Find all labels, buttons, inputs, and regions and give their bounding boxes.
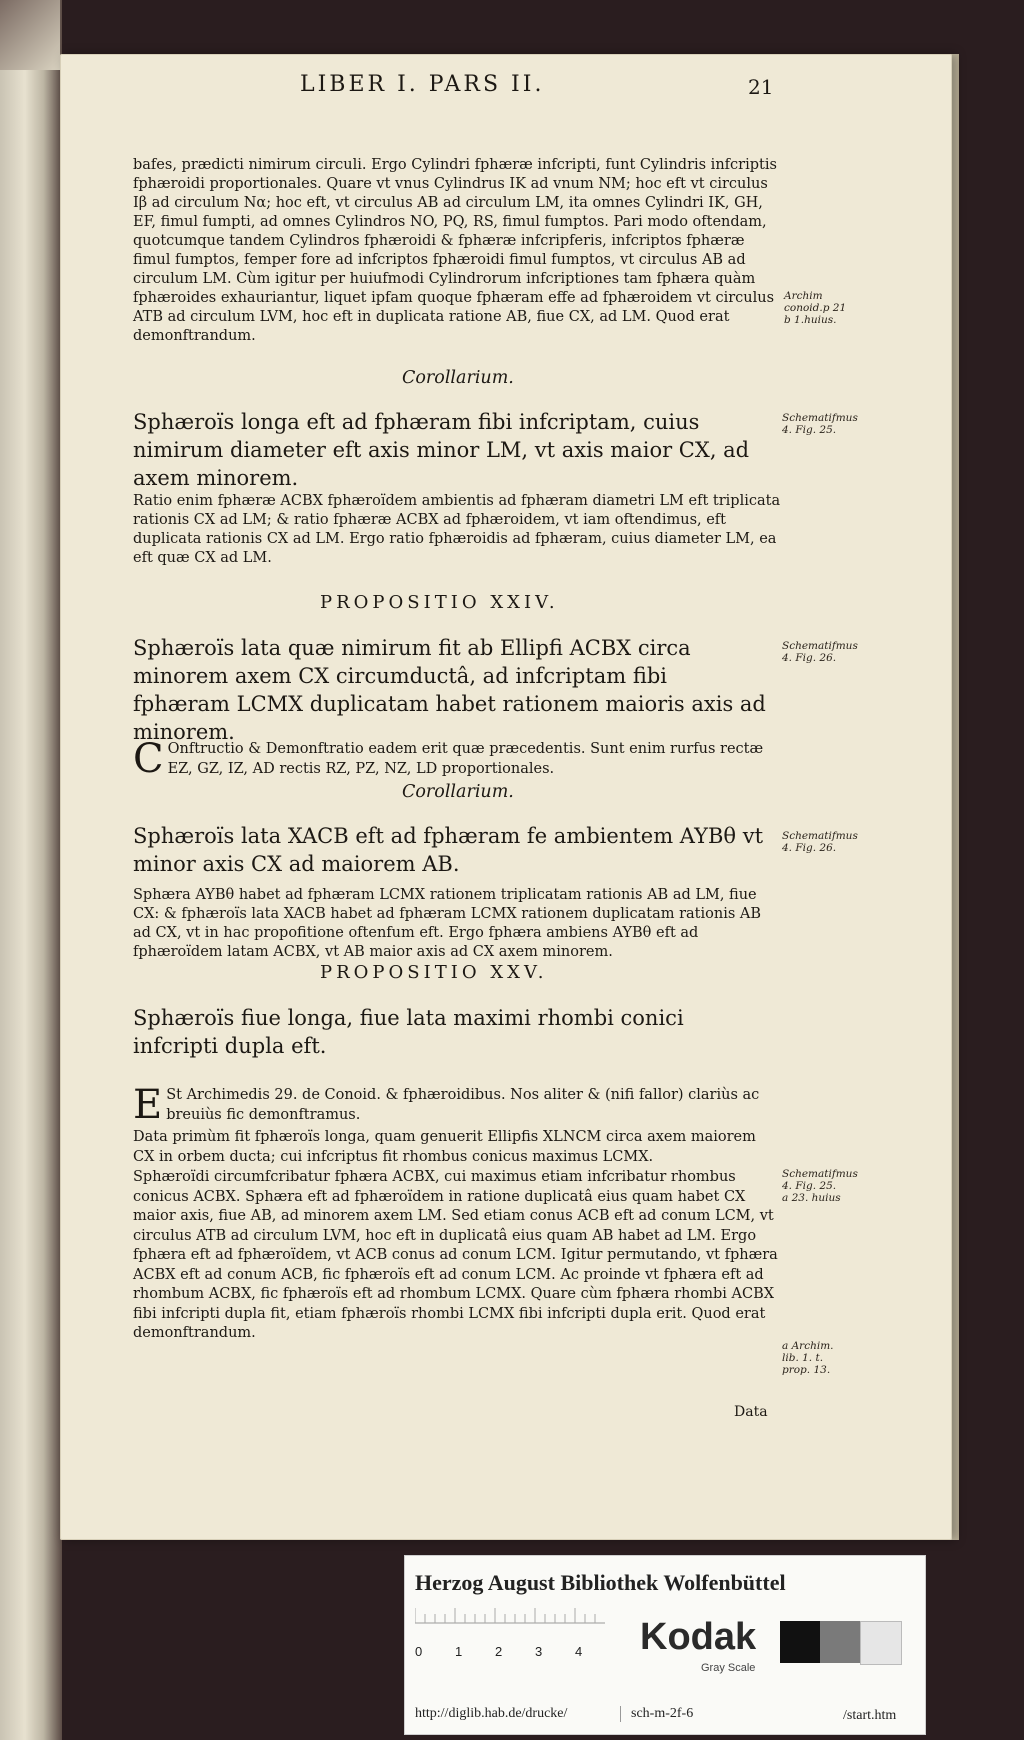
proposition-text-body: St Archimedis 29. de Conoid. & fphæroidibus. Nos aliter & (nifi fallor) clariùs ac breuiùs fic demonftramus. — [166, 1087, 760, 1123]
gray-swatch-light — [860, 1621, 902, 1665]
proposition-statement: Sphæroïs fiue longa, fiue lata maximi rhombi conici infcripti dupla eft. — [133, 1006, 684, 1058]
corollary-statement: Sphæroïs longa eft ad fphæram fibi infcriptam, cuius nimirum diameter eft axis minor LM, vt axis maior CX, ad axem minorem. — [133, 410, 750, 490]
corollary-statement: Sphæroïs lata XACB eft ad fphæram fe ambientem AYBθ vt minor axis CX ad maiorem AB. — [133, 824, 764, 876]
proposition-text — [133, 1082, 781, 1128]
proposition-statement: Sphæroïs lata quæ nimirum fit ab Ellipfi ACBX circa minorem axem CX circumductâ, ad infcriptam fibi fphæram LCMX duplicatam habet rationem maioris axis ad minorem. — [133, 636, 766, 744]
gray-swatch-mid — [820, 1621, 860, 1663]
proposition-title: PROPOSITIO XXV. — [320, 962, 548, 983]
gray-swatch-black — [780, 1621, 820, 1663]
margin-note-archim: a Archim. lib. 1. t. prop. 13. — [782, 1340, 834, 1376]
margin-note-schema: Schematifmus 4. Fig. 25. a 23. huius — [782, 1168, 858, 1204]
scale-number: 4 — [575, 1644, 583, 1659]
label-filename: /start.htm — [843, 1708, 897, 1723]
scale-number: 0 — [415, 1644, 423, 1659]
margin-note-schema: Schematifmus 4. Fig. 26. — [782, 830, 858, 854]
drop-cap: E — [133, 1082, 163, 1128]
book-binding — [0, 0, 62, 1740]
catchword: Data — [734, 1404, 768, 1420]
margin-note-schema: Schematifmus 4. Fig. 25. — [782, 412, 858, 436]
drop-cap: C — [133, 736, 164, 782]
corollary-title: Corollarium. — [402, 368, 514, 388]
page-number: 21 — [748, 75, 774, 99]
margin-note-schema: Schematifmus 4. Fig. 26. — [782, 640, 858, 664]
library-label — [404, 1555, 926, 1735]
binding-fold — [0, 0, 60, 70]
corollary-text: Sphæra AYBθ habet ad fphæram LCMX rationem triplicatam rationis AB ad LM, fiue CX: & fphæroïs lata XACB habet ad fphæram LCMX rationem duplicatam rationis AB ad CX, vt in hac propofitione oftenfum eft. Ergo fphæra ambiens AYBθ eft ad fphæroïdem latam ACBX, vt AB maior axis ad CX axem minorem. — [133, 887, 762, 960]
library-title: Herzog August Bibliothek Wolfenbüttel — [415, 1570, 786, 1595]
gray-scale-caption: Gray Scale — [701, 1662, 756, 1674]
scale-ruler — [415, 1608, 665, 1624]
corollary-text: Ratio enim fphæræ ACBX fphæroïdem ambientis ad fphæram diametri LM eft triplicata rationis CX ad LM; & ratio fphæræ ACBX ad fphæroidem, vt iam oftendimus, eft duplicata rationis CX ad LM. Ergo ratio fphæroidis ad fphæram, cuius diameter LM, ea eft quæ CX ad LM. — [133, 493, 781, 566]
kodak-logo: Kodak — [640, 1616, 757, 1658]
label-shelfmark: sch-m-2f-6 — [620, 1706, 693, 1722]
label-url: http://diglib.hab.de/drucke/ — [415, 1706, 568, 1721]
proposition-text: Data primùm fit fphæroïs longa, quam genuerit Ellipfis XLNCM circa axem maiorem CX in orbem ducta; cui infcriptus fit rhombus conicus maximus LCMX. — [133, 1129, 756, 1165]
proposition-text — [133, 736, 781, 782]
proposition-title: PROPOSITIO XXIV. — [320, 592, 559, 613]
corollary-title: Corollarium. — [402, 782, 514, 802]
scale-number: 1 — [455, 1644, 463, 1659]
scale-number: 3 — [535, 1644, 543, 1659]
proposition-text-body: Onftructio & Demonftratio eadem erit quæ præcedentis. Sunt enim rurfus rectæ EZ, GZ, IZ, AD rectis RZ, PZ, NZ, LD proportionales. — [167, 741, 764, 777]
margin-note-archim: Archim conoid.p 21 b 1.huius. — [784, 290, 847, 326]
scale-number: 2 — [495, 1644, 503, 1659]
running-head: LIBER I. PARS II. — [300, 72, 545, 97]
proposition-text: Sphæroïdi circumfcribatur fphæra ACBX, cui maximus etiam infcribatur rhombus conicus ACBX. Sphæra eft ad fphæroïdem in ratione duplicatâ eius quam habet CX maior axis, fiue AB, ad minorem axem LM. Sed etiam conus ACB eft ad conum LCM, vt circulus ATB ad circulum LVM, hoc eft in duplicatâ eius quam AB habet ad LM. Ergo fphæra eft ad fphæroïdem, vt ACB conus ad conum LCM. Igitur permutando, vt fphæra ACBX eft ad conum ACB, fic fphæroïs eft ad conum LCM. Ac proinde vt fphæra eft ad rhombum ACBX, fic fphæroïs eft ad rhombum LCMX. Quare cùm fphæra rhombi ACBX fibi infcripti dupla fit, etiam fphæroïs rhombi LCMX fibi infcripti dupla erit. Quod erat demonftrandum. — [133, 1169, 778, 1341]
paragraph-proof: bafes, prædicti nimirum circuli. Ergo Cylindri fphæræ infcripti, funt Cylindris infcriptis fphæroidi proportionales. Quare vt vnus Cylindrus IK ad vnum NM; hoc eft vt circulus Iβ ad circulum Nα; hoc eft, vt circulus AB ad circulum LM, ita omnes Cylindri IK, GH, EF, fimul fumpti, ad omnes Cylindros NO, PQ, RS, fimul fumptos. Pari modo oftendam, quotcumque tandem Cylindros fphæroidi & fphæræ infcripferis, infcriptos fphæræ fimul fumptos, femper fore ad infcriptos fphæroidi fimul fumptos, vt circulus AB ad circulum LM. Cùm igitur per huiufmodi Cylindrorum infcriptiones tam fphæra quàm fphæroides exhauriantur, liquet ipfam quoque fphæram effe ad fphæroidem vt circulus ATB ad circulum LVM, hoc eft in duplicata ratione AB, fiue CX, ad LM. Quod erat demonftrandum. — [133, 157, 777, 344]
